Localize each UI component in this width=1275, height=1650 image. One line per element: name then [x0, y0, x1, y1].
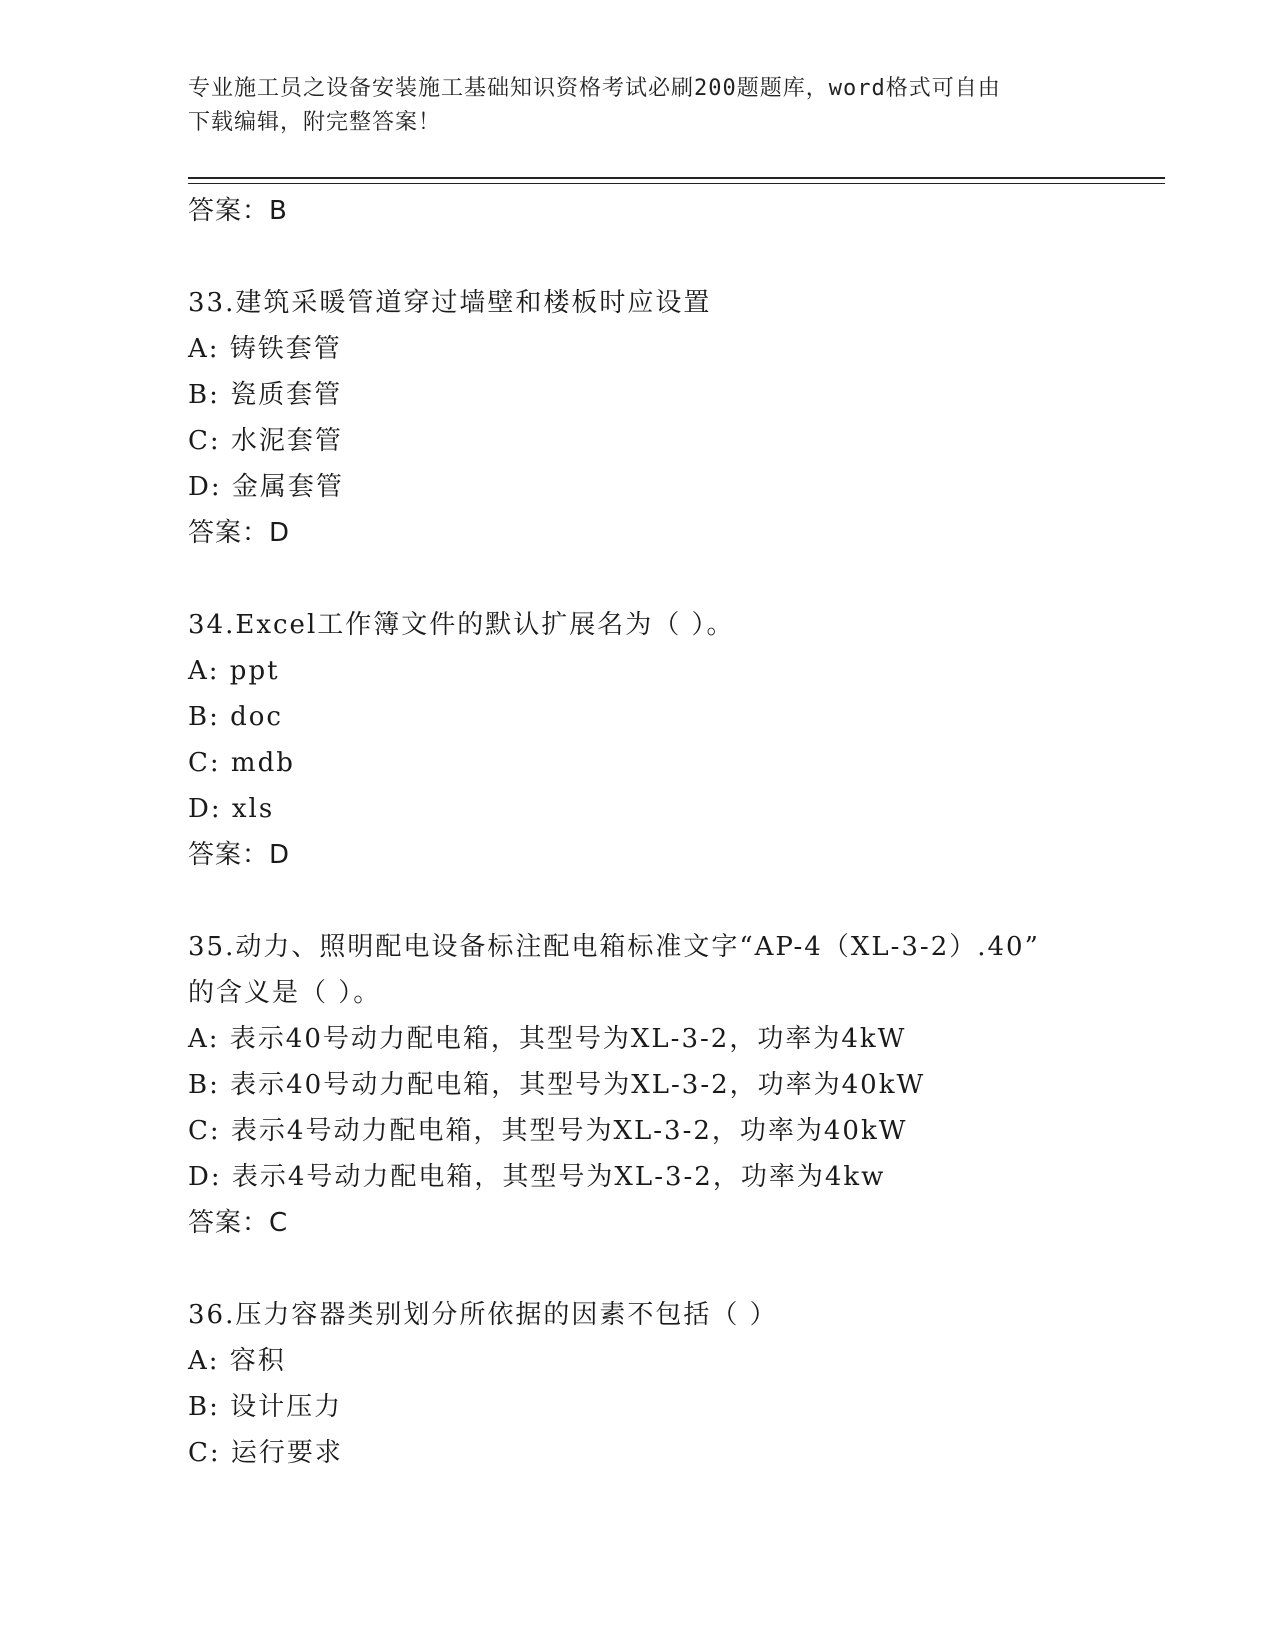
question-35-answer: 答案：C: [188, 1208, 289, 1238]
question-35-option-d: D: 表示4号动力配电箱，其型号为XL-3-2，功率为4kw: [188, 1162, 886, 1192]
question-36-title: 36.压力容器类别划分所依据的因素不包括（ ）: [188, 1300, 778, 1330]
question-34-option-a: A: ppt: [188, 656, 280, 686]
header-line-1: 专业施工员之设备安装施工基础知识资格考试必刷200题题库，word格式可自由: [188, 76, 1001, 101]
question-34-option-c: C: mdb: [188, 748, 295, 778]
question-list: [188, 188, 1148, 1476]
question-36-option-b: B: 设计压力: [188, 1392, 343, 1422]
question-34-option-b: B: doc: [188, 702, 283, 732]
answer-line-32: 答案：B: [188, 196, 288, 226]
spacer: [188, 234, 1148, 280]
header-rule-thick: [188, 177, 1165, 179]
question-34-answer: 答案：D: [188, 840, 291, 870]
question-33-option-b: B: 瓷质套管: [188, 380, 343, 410]
question-33-answer: 答案：D: [188, 518, 291, 548]
question-36-option-a: A: 容积: [188, 1346, 286, 1376]
spacer: [188, 1246, 1148, 1292]
question-33-title: 33.建筑采暖管道穿过墙壁和楼板时应设置: [188, 288, 712, 318]
header-rule-thin: [188, 183, 1165, 184]
question-33-option-a: A: 铸铁套管: [188, 334, 342, 364]
question-35-option-c: C: 表示4号动力配电箱，其型号为XL-3-2，功率为40kW: [188, 1116, 908, 1146]
spacer: [188, 878, 1148, 924]
question-35-option-a: A: 表示40号动力配电箱，其型号为XL-3-2，功率为4kW: [188, 1024, 907, 1054]
question-35-title-line-2: 的含义是（ ）。: [188, 978, 382, 1008]
question-33-option-d: D: 金属套管: [188, 472, 344, 502]
page-header: [188, 72, 1088, 140]
header-line-2: 下载编辑，附完整答案！: [188, 110, 442, 135]
question-33-option-c: C: 水泥套管: [188, 426, 343, 456]
question-34-option-d: D: xls: [188, 794, 275, 824]
question-35-title-line-1: 35.动力、照明配电设备标注配电箱标准文字“AP-4（XL-3-2）.40”: [188, 932, 1040, 962]
spacer: [188, 556, 1148, 602]
question-36-option-c: C: 运行要求: [188, 1438, 343, 1468]
question-34-title: 34.Excel工作簿文件的默认扩展名为（ ）。: [188, 610, 735, 640]
question-35-option-b: B: 表示40号动力配电箱，其型号为XL-3-2，功率为40kW: [188, 1070, 926, 1100]
